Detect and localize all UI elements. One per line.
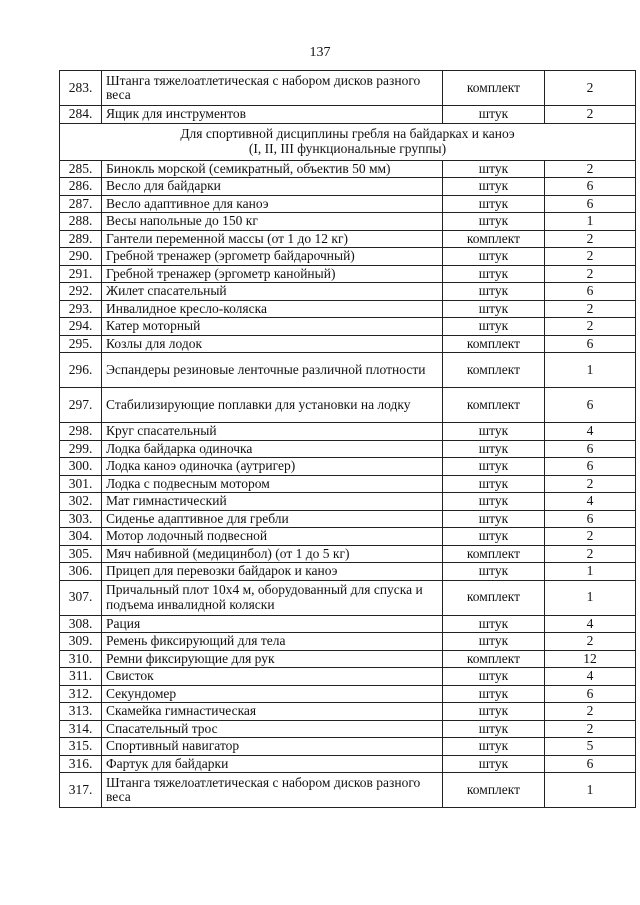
section-title-line2: (I, II, III функциональные группы): [248, 140, 447, 156]
item-unit: штук: [443, 248, 545, 266]
table-row: [60, 615, 636, 633]
table-row: [60, 423, 636, 441]
item-quantity: 2: [545, 106, 636, 124]
table-row: [60, 353, 636, 388]
row-number: 304.: [60, 528, 102, 546]
row-number: 307.: [60, 580, 102, 615]
item-unit: штук: [443, 668, 545, 686]
item-unit: штук: [443, 493, 545, 511]
table-row: [60, 388, 636, 423]
section-header-row: [60, 123, 636, 160]
table-body-previous-section: [60, 71, 636, 124]
item-name: Жилет спасательный: [102, 283, 443, 301]
item-name: Секундомер: [102, 685, 443, 703]
item-unit: штук: [443, 265, 545, 283]
row-number: 308.: [60, 615, 102, 633]
table-row: [60, 195, 636, 213]
item-name: Круг спасательный: [102, 423, 443, 441]
item-name: Инвалидное кресло-коляска: [102, 300, 443, 318]
table-row: [60, 71, 636, 106]
row-number: 287.: [60, 195, 102, 213]
item-quantity: 6: [545, 283, 636, 301]
item-name: Стабилизирующие поплавки для установки на лодку: [102, 388, 443, 423]
table-row: [60, 703, 636, 721]
item-quantity: 2: [545, 160, 636, 178]
item-unit: штук: [443, 528, 545, 546]
item-unit: комплект: [443, 335, 545, 353]
table-row: [60, 283, 636, 301]
item-name: Гребной тренажер (эргометр байдарочный): [102, 248, 443, 266]
item-name: Козлы для лодок: [102, 335, 443, 353]
item-name: Мат гимнастический: [102, 493, 443, 511]
item-quantity: 4: [545, 493, 636, 511]
item-name: Штанга тяжелоатлетическая с набором дисков разного веса: [102, 773, 443, 808]
item-unit: комплект: [443, 230, 545, 248]
row-number: 301.: [60, 475, 102, 493]
table-row: [60, 755, 636, 773]
item-unit: штук: [443, 475, 545, 493]
item-unit: комплект: [443, 545, 545, 563]
table-row: [60, 213, 636, 231]
row-number: 286.: [60, 178, 102, 196]
table-row: [60, 300, 636, 318]
table-body-rowing-section: [60, 160, 636, 808]
section-header-cell: [60, 123, 636, 160]
item-quantity: 2: [545, 230, 636, 248]
row-number: 317.: [60, 773, 102, 808]
item-unit: штук: [443, 615, 545, 633]
item-quantity: 6: [545, 335, 636, 353]
item-quantity: 2: [545, 248, 636, 266]
row-number: 299.: [60, 440, 102, 458]
table-row: [60, 106, 636, 124]
table-row: [60, 633, 636, 651]
item-unit: комплект: [443, 580, 545, 615]
table-row: [60, 248, 636, 266]
item-quantity: 2: [545, 71, 636, 106]
item-unit: штук: [443, 178, 545, 196]
page-number: 137: [309, 45, 331, 60]
item-name: Весло для байдарки: [102, 178, 443, 196]
item-quantity: 6: [545, 510, 636, 528]
row-number: 295.: [60, 335, 102, 353]
item-name: Скамейка гимнастическая: [102, 703, 443, 721]
table-row: [60, 668, 636, 686]
row-number: 290.: [60, 248, 102, 266]
item-name: Причальный плот 10х4 м, оборудованный для спуска и подъема инвалидной коляски: [102, 580, 443, 615]
item-name: Ремни фиксирующие для рук: [102, 650, 443, 668]
item-unit: штук: [443, 633, 545, 651]
item-quantity: 6: [545, 440, 636, 458]
item-name: Гребной тренажер (эргометр канойный): [102, 265, 443, 283]
item-quantity: 2: [545, 633, 636, 651]
item-name: Свисток: [102, 668, 443, 686]
item-quantity: 12: [545, 650, 636, 668]
item-quantity: 1: [545, 213, 636, 231]
equipment-table: [59, 70, 636, 808]
item-name: Бинокль морской (семикратный, объектив 50 мм): [102, 160, 443, 178]
table-row: [60, 475, 636, 493]
item-quantity: 1: [545, 563, 636, 581]
row-number: 312.: [60, 685, 102, 703]
item-name: Эспандеры резиновые ленточные различной плотности: [102, 353, 443, 388]
table-row: [60, 685, 636, 703]
table-row: [60, 178, 636, 196]
table-row: [60, 265, 636, 283]
table-row: [60, 773, 636, 808]
table-row: [60, 335, 636, 353]
item-unit: комплект: [443, 650, 545, 668]
item-unit: штук: [443, 423, 545, 441]
item-unit: штук: [443, 755, 545, 773]
item-quantity: 2: [545, 300, 636, 318]
item-unit: комплект: [443, 353, 545, 388]
row-number: 302.: [60, 493, 102, 511]
row-number: 285.: [60, 160, 102, 178]
item-unit: штук: [443, 458, 545, 476]
item-name: Ремень фиксирующий для тела: [102, 633, 443, 651]
row-number: 303.: [60, 510, 102, 528]
item-name: Фартук для байдарки: [102, 755, 443, 773]
row-number: 309.: [60, 633, 102, 651]
item-unit: комплект: [443, 388, 545, 423]
row-number: 294.: [60, 318, 102, 336]
item-name: Рация: [102, 615, 443, 633]
item-quantity: 1: [545, 773, 636, 808]
item-quantity: 1: [545, 580, 636, 615]
item-quantity: 2: [545, 475, 636, 493]
section-title-line1: Для спортивной дисциплины гребля на байдарках и каноэ: [180, 126, 515, 142]
item-unit: штук: [443, 720, 545, 738]
table-row: [60, 318, 636, 336]
item-quantity: 1: [545, 353, 636, 388]
item-name: Сиденье адаптивное для гребли: [102, 510, 443, 528]
item-name: Ящик для инструментов: [102, 106, 443, 124]
table-row: [60, 545, 636, 563]
row-number: 314.: [60, 720, 102, 738]
table-row: [60, 563, 636, 581]
table-row: [60, 510, 636, 528]
table-row: [60, 458, 636, 476]
item-unit: комплект: [443, 71, 545, 106]
table-row: [60, 230, 636, 248]
item-name: Спортивный навигатор: [102, 738, 443, 756]
table-row: [60, 160, 636, 178]
item-unit: штук: [443, 563, 545, 581]
item-quantity: 6: [545, 388, 636, 423]
row-number: 289.: [60, 230, 102, 248]
row-number: 297.: [60, 388, 102, 423]
row-number: 298.: [60, 423, 102, 441]
item-name: Прицеп для перевозки байдарок и каноэ: [102, 563, 443, 581]
row-number: 313.: [60, 703, 102, 721]
row-number: 315.: [60, 738, 102, 756]
item-name: Весы напольные до 150 кг: [102, 213, 443, 231]
row-number: 291.: [60, 265, 102, 283]
item-quantity: 2: [545, 528, 636, 546]
item-name: Лодка каноэ одиночка (аутригер): [102, 458, 443, 476]
item-name: Катер моторный: [102, 318, 443, 336]
item-quantity: 2: [545, 318, 636, 336]
item-unit: штук: [443, 685, 545, 703]
row-number: 306.: [60, 563, 102, 581]
item-quantity: 6: [545, 755, 636, 773]
item-unit: штук: [443, 738, 545, 756]
item-name: Мотор лодочный подвесной: [102, 528, 443, 546]
item-quantity: 2: [545, 703, 636, 721]
item-unit: штук: [443, 106, 545, 124]
table-row: [60, 528, 636, 546]
row-number: 296.: [60, 353, 102, 388]
item-unit: комплект: [443, 773, 545, 808]
item-name: Штанга тяжелоатлетическая с набором дисков разного веса: [102, 71, 443, 106]
row-number: 316.: [60, 755, 102, 773]
item-unit: штук: [443, 318, 545, 336]
item-unit: штук: [443, 510, 545, 528]
table-row: [60, 440, 636, 458]
item-quantity: 4: [545, 423, 636, 441]
row-number: 292.: [60, 283, 102, 301]
item-quantity: 6: [545, 458, 636, 476]
row-number: 293.: [60, 300, 102, 318]
table-row: [60, 493, 636, 511]
table-row: [60, 650, 636, 668]
row-number: 300.: [60, 458, 102, 476]
row-number: 310.: [60, 650, 102, 668]
item-name: Спасательный трос: [102, 720, 443, 738]
row-number: 284.: [60, 106, 102, 124]
table-section-header: [60, 123, 636, 160]
table-row: [60, 580, 636, 615]
item-unit: штук: [443, 213, 545, 231]
item-quantity: 2: [545, 720, 636, 738]
item-quantity: 4: [545, 668, 636, 686]
item-quantity: 5: [545, 738, 636, 756]
item-unit: штук: [443, 283, 545, 301]
item-unit: штук: [443, 440, 545, 458]
item-unit: штук: [443, 195, 545, 213]
item-unit: штук: [443, 300, 545, 318]
item-unit: штук: [443, 703, 545, 721]
item-name: Гантели переменной массы (от 1 до 12 кг): [102, 230, 443, 248]
table-row: [60, 738, 636, 756]
row-number: 283.: [60, 71, 102, 106]
item-quantity: 6: [545, 195, 636, 213]
row-number: 305.: [60, 545, 102, 563]
item-name: Мяч набивной (медицинбол) (от 1 до 5 кг): [102, 545, 443, 563]
row-number: 311.: [60, 668, 102, 686]
item-quantity: 4: [545, 615, 636, 633]
item-quantity: 6: [545, 178, 636, 196]
table-row: [60, 720, 636, 738]
item-unit: штук: [443, 160, 545, 178]
item-quantity: 6: [545, 685, 636, 703]
item-quantity: 2: [545, 545, 636, 563]
item-quantity: 2: [545, 265, 636, 283]
row-number: 288.: [60, 213, 102, 231]
item-name: Лодка с подвесным мотором: [102, 475, 443, 493]
item-name: Весло адаптивное для каноэ: [102, 195, 443, 213]
item-name: Лодка байдарка одиночка: [102, 440, 443, 458]
